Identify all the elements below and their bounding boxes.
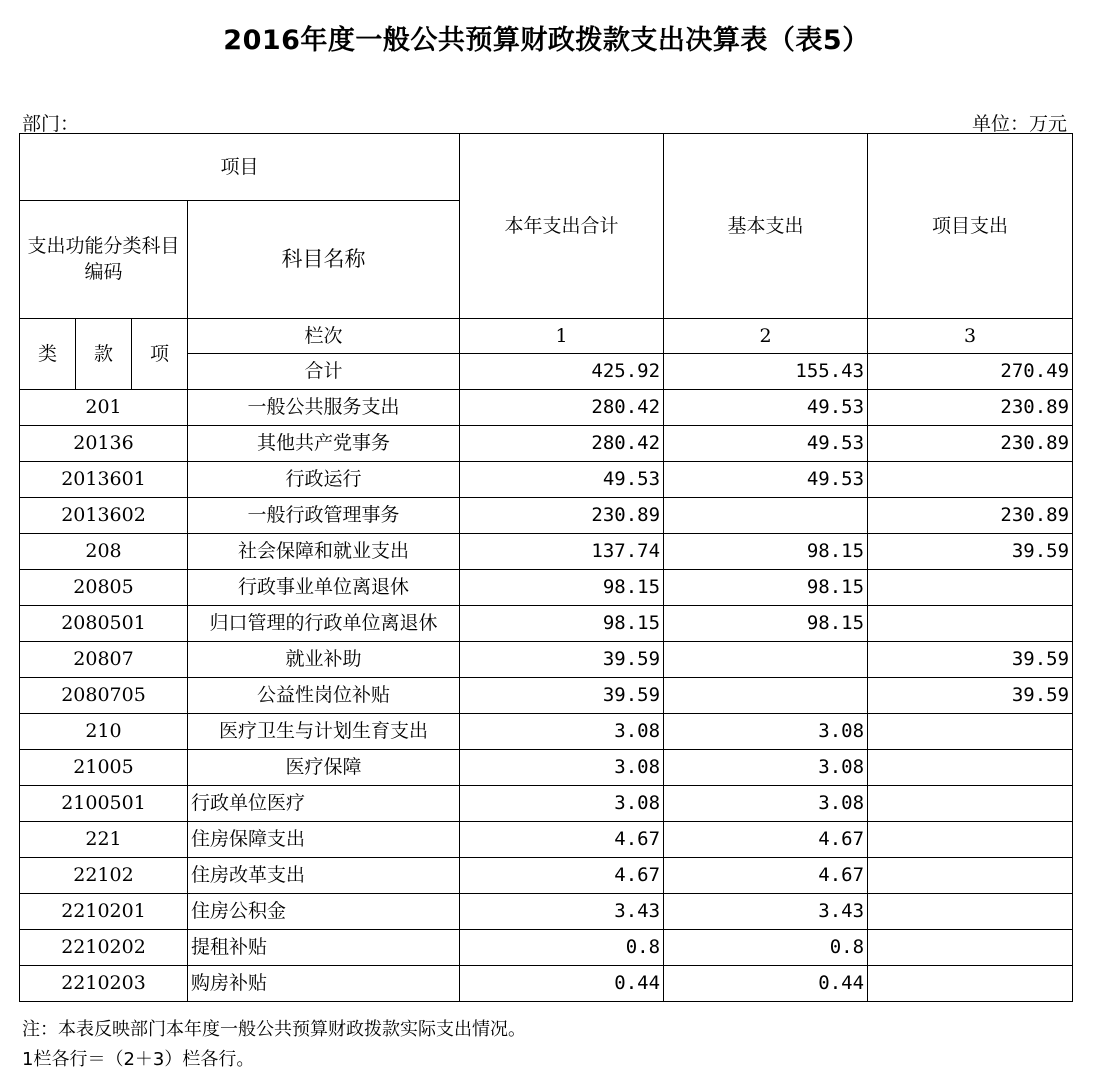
total-project: 270.49 bbox=[868, 354, 1073, 390]
row-project bbox=[868, 966, 1073, 1002]
row-name: 就业补助 bbox=[188, 642, 460, 678]
page-title: 2016年度一般公共预算财政拨款支出决算表（表5） bbox=[223, 25, 870, 56]
row-total: 49.53 bbox=[460, 462, 664, 498]
header-col1: 1 bbox=[460, 319, 664, 354]
row-name: 住房公积金 bbox=[188, 894, 460, 930]
header-project: 项目支出 bbox=[868, 134, 1073, 319]
row-basic bbox=[664, 498, 868, 534]
row-code: 210 bbox=[20, 714, 188, 750]
table-row bbox=[20, 750, 1073, 786]
note-line-1: 注：本表反映部门本年度一般公共预算财政拨款实际支出情况。 bbox=[22, 1019, 526, 1040]
row-code: 2013602 bbox=[20, 498, 188, 534]
total-sum: 425.92 bbox=[460, 354, 664, 390]
note-line-2: 1栏各行＝（2＋3）栏各行。 bbox=[22, 1049, 255, 1070]
row-basic: 0.44 bbox=[664, 966, 868, 1002]
header-xiang: 项 bbox=[132, 319, 188, 390]
row-code: 2013601 bbox=[20, 462, 188, 498]
row-project: 39.59 bbox=[868, 678, 1073, 714]
row-total: 3.08 bbox=[460, 714, 664, 750]
row-basic: 49.53 bbox=[664, 462, 868, 498]
row-total: 3.43 bbox=[460, 894, 664, 930]
total-basic: 155.43 bbox=[664, 354, 868, 390]
budget-table bbox=[19, 133, 1073, 1002]
row-name: 一般公共服务支出 bbox=[188, 390, 460, 426]
row-name: 其他共产党事务 bbox=[188, 426, 460, 462]
row-basic bbox=[664, 678, 868, 714]
row-name: 医疗保障 bbox=[188, 750, 460, 786]
row-project: 39.59 bbox=[868, 642, 1073, 678]
row-code: 221 bbox=[20, 822, 188, 858]
row-project: 39.59 bbox=[868, 534, 1073, 570]
row-total: 39.59 bbox=[460, 678, 664, 714]
row-code: 208 bbox=[20, 534, 188, 570]
row-project bbox=[868, 930, 1073, 966]
row-name: 行政运行 bbox=[188, 462, 460, 498]
department-label: 部门： bbox=[22, 113, 80, 135]
row-code: 20136 bbox=[20, 426, 188, 462]
row-project bbox=[868, 750, 1073, 786]
table-row bbox=[20, 462, 1073, 498]
table-row bbox=[20, 642, 1073, 678]
row-project bbox=[868, 894, 1073, 930]
row-basic: 49.53 bbox=[664, 390, 868, 426]
row-basic: 3.08 bbox=[664, 714, 868, 750]
header-basic: 基本支出 bbox=[664, 134, 868, 319]
row-total: 4.67 bbox=[460, 822, 664, 858]
row-basic: 98.15 bbox=[664, 570, 868, 606]
row-name: 提租补贴 bbox=[188, 930, 460, 966]
table-row bbox=[20, 606, 1073, 642]
table-row bbox=[20, 678, 1073, 714]
row-project bbox=[868, 786, 1073, 822]
row-project bbox=[868, 714, 1073, 750]
row-project bbox=[868, 606, 1073, 642]
row-basic: 98.15 bbox=[664, 534, 868, 570]
table-row bbox=[20, 570, 1073, 606]
row-code: 21005 bbox=[20, 750, 188, 786]
header-item: 项目 bbox=[20, 134, 460, 201]
row-total: 4.67 bbox=[460, 858, 664, 894]
row-code: 2080501 bbox=[20, 606, 188, 642]
header-name: 科目名称 bbox=[188, 201, 460, 319]
row-code: 2210202 bbox=[20, 930, 188, 966]
row-total: 98.15 bbox=[460, 570, 664, 606]
table-row bbox=[20, 930, 1073, 966]
total-label: 合计 bbox=[188, 354, 460, 390]
row-total: 39.59 bbox=[460, 642, 664, 678]
header-col2: 2 bbox=[664, 319, 868, 354]
row-name: 行政单位医疗 bbox=[188, 786, 460, 822]
row-name: 行政事业单位离退休 bbox=[188, 570, 460, 606]
row-total: 0.8 bbox=[460, 930, 664, 966]
row-total: 280.42 bbox=[460, 426, 664, 462]
row-basic: 3.43 bbox=[664, 894, 868, 930]
row-name: 一般行政管理事务 bbox=[188, 498, 460, 534]
table-row bbox=[20, 894, 1073, 930]
table-row bbox=[20, 858, 1073, 894]
header-code: 支出功能分类科目编码 bbox=[20, 201, 188, 319]
row-basic: 0.8 bbox=[664, 930, 868, 966]
row-project bbox=[868, 462, 1073, 498]
row-project: 230.89 bbox=[868, 390, 1073, 426]
row-total: 137.74 bbox=[460, 534, 664, 570]
row-code: 201 bbox=[20, 390, 188, 426]
row-total: 280.42 bbox=[460, 390, 664, 426]
header-total: 本年支出合计 bbox=[460, 134, 664, 319]
row-code: 2100501 bbox=[20, 786, 188, 822]
table-row bbox=[20, 786, 1073, 822]
header-kuan: 款 bbox=[76, 319, 132, 390]
row-name: 社会保障和就业支出 bbox=[188, 534, 460, 570]
row-basic: 4.67 bbox=[664, 822, 868, 858]
row-total: 98.15 bbox=[460, 606, 664, 642]
row-name: 住房保障支出 bbox=[188, 822, 460, 858]
row-project: 230.89 bbox=[868, 426, 1073, 462]
header-column-label: 栏次 bbox=[188, 319, 460, 354]
table-row bbox=[20, 498, 1073, 534]
table-row bbox=[20, 822, 1073, 858]
table-row bbox=[20, 714, 1073, 750]
row-basic: 3.08 bbox=[664, 786, 868, 822]
table-row bbox=[20, 534, 1073, 570]
header-lei: 类 bbox=[20, 319, 76, 390]
header-col3: 3 bbox=[868, 319, 1073, 354]
row-project: 230.89 bbox=[868, 498, 1073, 534]
row-code: 2080705 bbox=[20, 678, 188, 714]
row-project bbox=[868, 570, 1073, 606]
unit-label: 单位：万元 bbox=[971, 113, 1067, 135]
row-basic: 49.53 bbox=[664, 426, 868, 462]
row-total: 3.08 bbox=[460, 786, 664, 822]
row-basic: 98.15 bbox=[664, 606, 868, 642]
row-project bbox=[868, 858, 1073, 894]
row-total: 3.08 bbox=[460, 750, 664, 786]
row-total: 230.89 bbox=[460, 498, 664, 534]
row-project bbox=[868, 822, 1073, 858]
row-name: 归口管理的行政单位离退休 bbox=[188, 606, 460, 642]
row-code: 20805 bbox=[20, 570, 188, 606]
row-code: 2210203 bbox=[20, 966, 188, 1002]
table-row bbox=[20, 426, 1073, 462]
row-basic bbox=[664, 642, 868, 678]
row-code: 22102 bbox=[20, 858, 188, 894]
row-name: 医疗卫生与计划生育支出 bbox=[188, 714, 460, 750]
row-name: 公益性岗位补贴 bbox=[188, 678, 460, 714]
table-row bbox=[20, 390, 1073, 426]
row-basic: 4.67 bbox=[664, 858, 868, 894]
row-code: 2210201 bbox=[20, 894, 188, 930]
table-row bbox=[20, 966, 1073, 1002]
row-total: 0.44 bbox=[460, 966, 664, 1002]
row-name: 住房改革支出 bbox=[188, 858, 460, 894]
row-name: 购房补贴 bbox=[188, 966, 460, 1002]
row-basic: 3.08 bbox=[664, 750, 868, 786]
row-code: 20807 bbox=[20, 642, 188, 678]
